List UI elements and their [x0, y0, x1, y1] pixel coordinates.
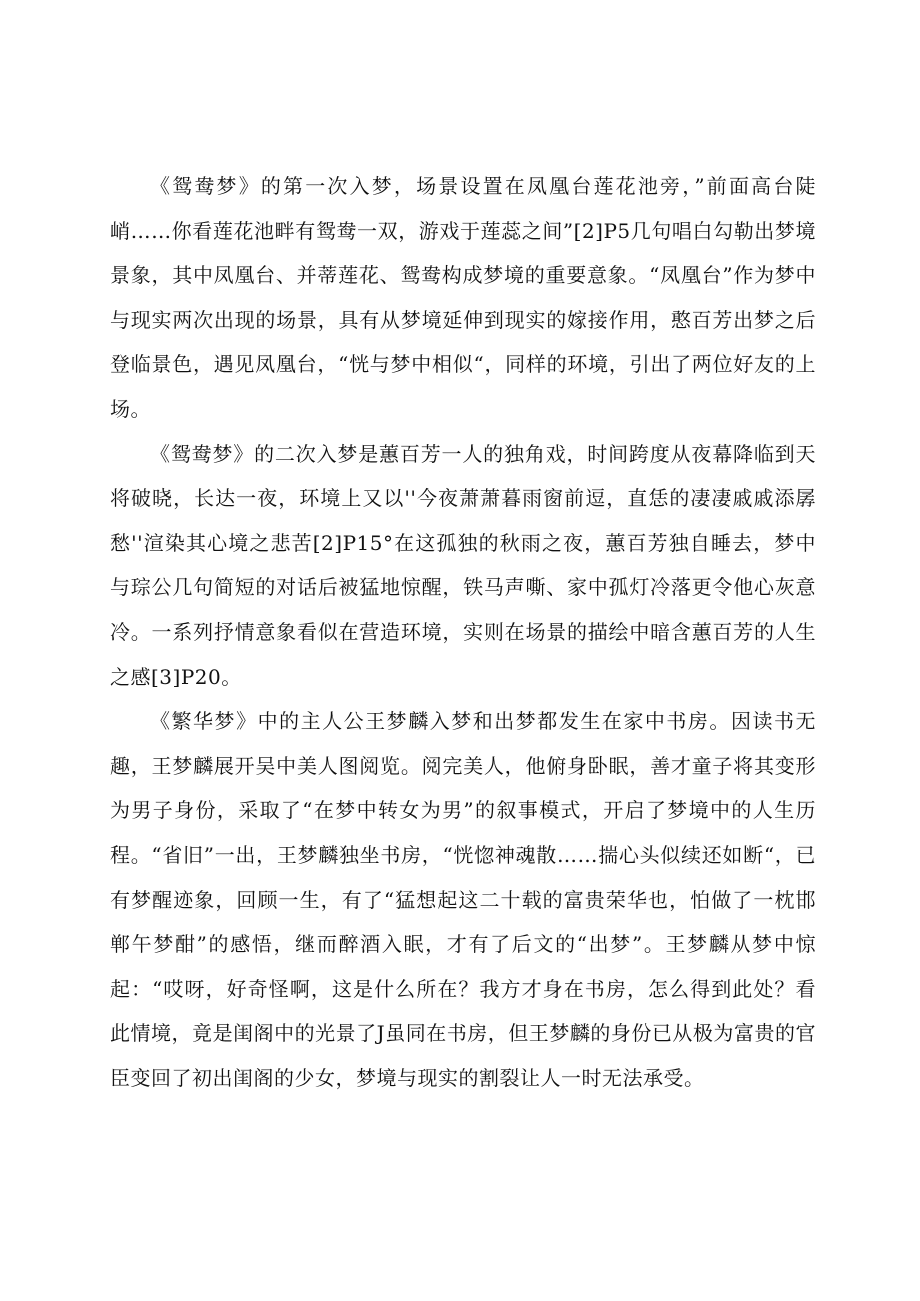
body-text: [110, 164, 816, 1100]
paragraph-2: 《鸳鸯梦》的二次入梦是蕙百芳一人的独角戏，时间跨度从夜幕降临到天将破晓，长达一夜，环境上又以''今夜萧萧暮雨窗前逗，直恁的凄凄戚戚添孱愁''渲染其心境之悲苦[2]P15°在这孤独的秋雨之夜，蕙百芳独自睡去，梦中与琮公几句简短的对话后被猛地惊醒，铁马声嘶、家中孤灯冷落更令他心灰意冷。一系列抒情意象看似在营造环境，实则在场景的描绘中暗含蕙百芳的人生之感[3]P20。: [110, 441, 816, 689]
paragraph-3: 《繁华梦》中的主人公王梦麟入梦和出梦都发生在家中书房。因读书无趣，王梦麟展开吴中美人图阅览。阅完美人，他俯身卧眠，善才童子将其变形为男子身份，采取了“在梦中转女为男”的叙事模式，开启了梦境中的人生历程。“省旧”一出，王梦麟独坐书房，“恍惚神魂散……揣心头似续还如断“，已有梦醒迹象，回顾一生，有了“猛想起这二十载的富贵荣华也，怕做了一枕邯郸午梦酣”的感悟，继而醉酒入眠，才有了后文的“出梦”。王梦麟从梦中惊起：“哎呀，好奇怪啊，这是什么所在？我方才身在书房，怎么得到此处？看此情境，竟是闺阁中的光景了J虽同在书房，但王梦麟的身份已从极为富贵的官臣变回了初出闺阁的少女，梦境与现实的割裂让人一时无法承受。: [110, 709, 816, 1090]
paragraph-1: 《鸳鸯梦》的第一次入梦，场景设置在凤凰台莲花池旁，”前面高台陡峭……你看莲花池畔有鸳鸯一双，游戏于莲蕊之间”[2]P5几句唱白勾勒出梦境景象，其中凤凰台、并蒂莲花、鸳鸯构成梦境的重要意象。“凤凰台”作为梦中与现实两次出现的场景，具有从梦境延伸到现实的嫁接作用，憨百芳出梦之后登临景色，遇见凤凰台，“恍与梦中相似“，同样的环境，引出了两位好友的上场。: [110, 174, 816, 421]
